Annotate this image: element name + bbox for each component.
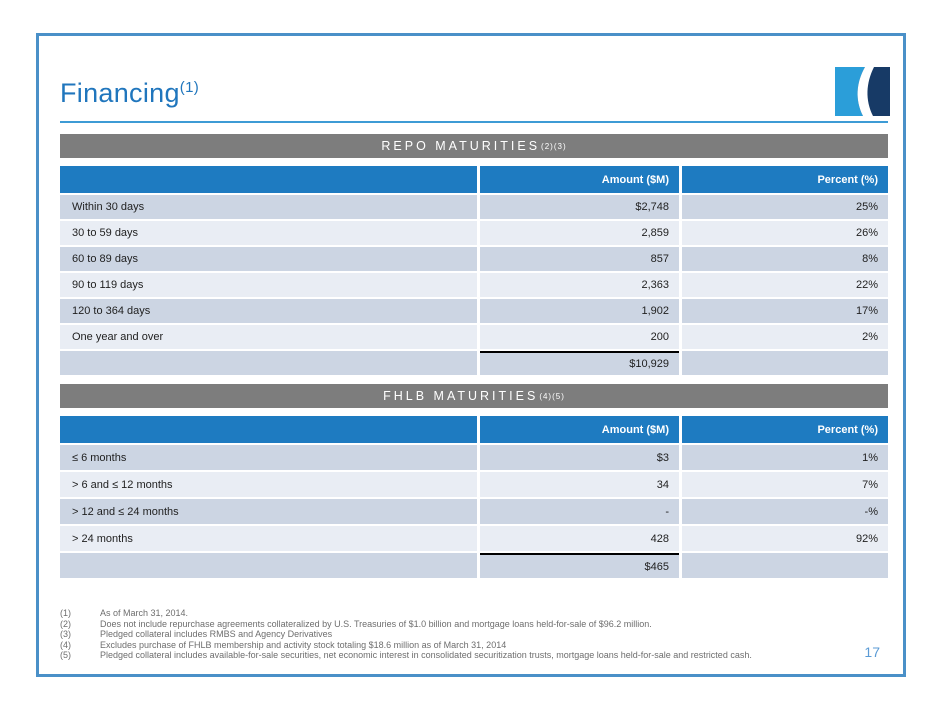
fhlb-table-header xyxy=(60,416,888,443)
footnote-number: (5) xyxy=(60,650,71,660)
fhlb-table-banner xyxy=(60,384,888,408)
row-amount: 200 xyxy=(480,325,679,349)
table-row xyxy=(60,499,888,524)
repo-header-blank xyxy=(60,166,477,193)
total-percent xyxy=(682,553,888,578)
fhlb-banner-text: FHLB MATURITIES xyxy=(383,389,539,403)
footnote-text: As of March 31, 2014. xyxy=(100,608,189,618)
row-percent: 26% xyxy=(682,221,888,245)
row-percent: 7% xyxy=(682,472,888,497)
row-label: One year and over xyxy=(60,325,477,349)
table-row xyxy=(60,526,888,551)
row-label: > 12 and ≤ 24 months xyxy=(60,499,477,524)
row-label: > 24 months xyxy=(60,526,477,551)
row-percent: 8% xyxy=(682,247,888,271)
footnote xyxy=(60,608,888,619)
footnote xyxy=(60,629,888,640)
row-percent: 92% xyxy=(682,526,888,551)
row-percent: 22% xyxy=(682,273,888,297)
page-title-text: Financing xyxy=(60,78,180,108)
row-label: 120 to 364 days xyxy=(60,299,477,323)
row-amount: 2,363 xyxy=(480,273,679,297)
row-amount: - xyxy=(480,499,679,524)
page-title xyxy=(60,78,199,108)
row-amount: 857 xyxy=(480,247,679,271)
table-row xyxy=(60,472,888,497)
table-row xyxy=(60,325,888,349)
row-label: 90 to 119 days xyxy=(60,273,477,297)
page-number: 17 xyxy=(864,644,880,660)
row-label: Within 30 days xyxy=(60,195,477,219)
footnote xyxy=(60,640,888,651)
repo-header-percent: Percent (%) xyxy=(682,166,888,193)
footnote-text: Does not include repurchase agreements collateralized by U.S. Treasuries of $1.0 billion and mortgage loans held-for-sale of $96.2 million. xyxy=(100,618,652,629)
repo-banner-footnote-refs: (2)(3) xyxy=(541,141,567,151)
footnote-number: (2) xyxy=(60,618,71,629)
fhlb-header-amount: Amount ($M) xyxy=(480,416,679,443)
row-amount: 1,902 xyxy=(480,299,679,323)
fhlb-header-percent: Percent (%) xyxy=(682,416,888,443)
row-label: 30 to 59 days xyxy=(60,221,477,245)
total-amount: $465 xyxy=(480,553,679,578)
footnote-text: Pledged collateral includes available-for-sale securities, net economic interest in consolidated securitization trusts, mortgage loans held-for-sale and restricted cash. xyxy=(100,650,752,660)
table-row xyxy=(60,273,888,297)
fhlb-banner-footnote-refs: (4)(5) xyxy=(539,391,565,401)
repo-banner-text: REPO MATURITIES xyxy=(381,139,541,153)
row-amount: $3 xyxy=(480,445,679,470)
footnotes xyxy=(60,608,888,661)
total-label xyxy=(60,351,477,375)
row-amount: $2,748 xyxy=(480,195,679,219)
footnote-number: (3) xyxy=(60,629,71,639)
repo-table-header xyxy=(60,166,888,193)
footnote-text: Pledged collateral includes RMBS and Agency Derivatives xyxy=(100,629,333,639)
total-label xyxy=(60,553,477,578)
footnote-number: (1) xyxy=(60,608,71,618)
repo-table-banner xyxy=(60,134,888,158)
row-amount: 34 xyxy=(480,472,679,497)
row-label: > 6 and ≤ 12 months xyxy=(60,472,477,497)
page-title-footnote-ref: (1) xyxy=(179,79,200,96)
total-percent xyxy=(682,351,888,375)
row-percent: 2% xyxy=(682,325,888,349)
row-amount: 2,859 xyxy=(480,221,679,245)
table-row xyxy=(60,247,888,271)
footnote-text: Excludes purchase of FHLB membership and activity stock totaling $18.6 million as of March 31, 2014 xyxy=(100,639,507,650)
footnote xyxy=(60,619,888,630)
row-percent: 1% xyxy=(682,445,888,470)
table-row xyxy=(60,299,888,323)
row-amount: 428 xyxy=(480,526,679,551)
title-divider xyxy=(60,121,888,123)
footnote-number: (4) xyxy=(60,639,71,650)
fhlb-header-blank xyxy=(60,416,477,443)
footnote xyxy=(60,650,888,661)
table-total-row xyxy=(60,553,888,578)
repo-header-amount: Amount ($M) xyxy=(480,166,679,193)
row-percent: -% xyxy=(682,499,888,524)
row-label: 60 to 89 days xyxy=(60,247,477,271)
table-row xyxy=(60,221,888,245)
fhlb-table xyxy=(60,384,888,578)
row-label: ≤ 6 months xyxy=(60,445,477,470)
row-percent: 25% xyxy=(682,195,888,219)
table-row xyxy=(60,445,888,470)
row-percent: 17% xyxy=(682,299,888,323)
total-amount: $10,929 xyxy=(480,351,679,375)
slide-frame xyxy=(36,33,906,677)
table-row xyxy=(60,195,888,219)
table-total-row xyxy=(60,351,888,375)
